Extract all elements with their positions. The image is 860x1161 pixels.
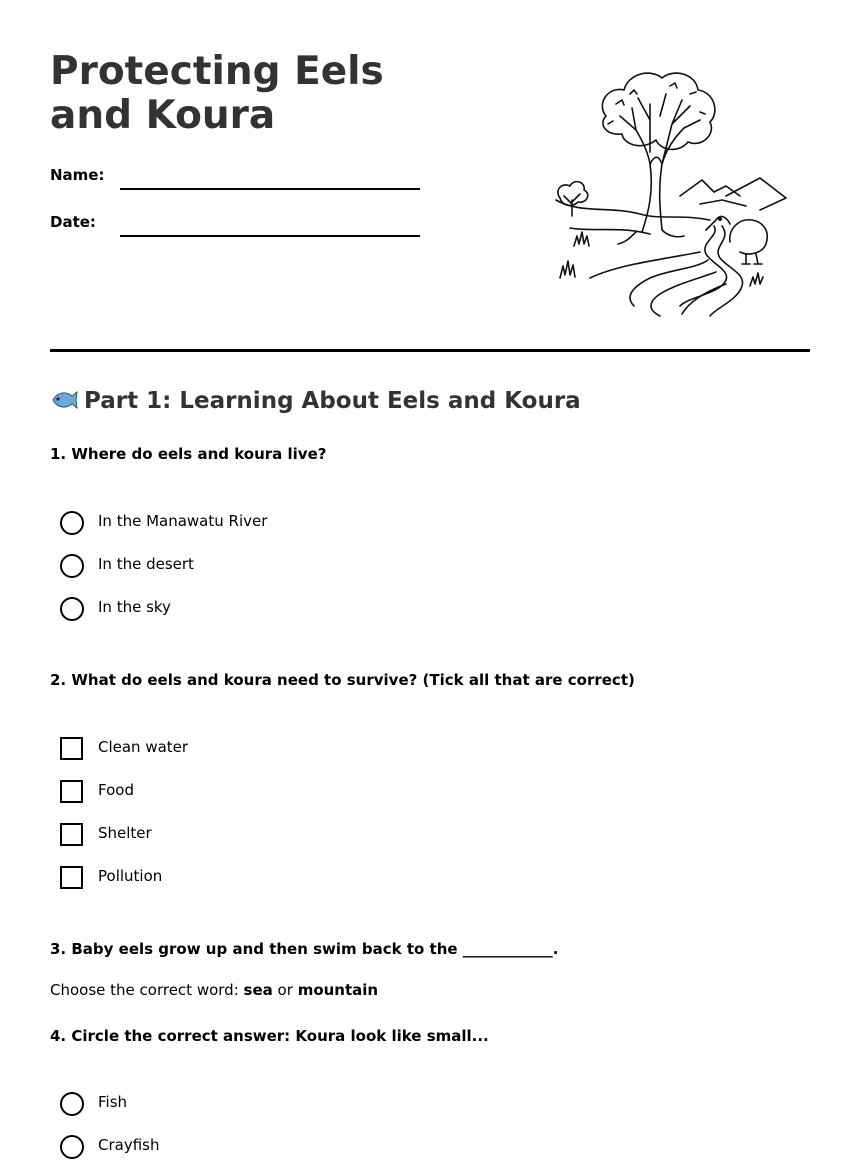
header-divider [50, 349, 810, 352]
date-line[interactable] [120, 235, 420, 237]
option-label: In the desert [98, 555, 194, 573]
q2-option-clean-water[interactable] [60, 736, 460, 762]
question-1: 1. Where do eels and koura live? [50, 445, 327, 463]
q4-option-crayfish[interactable] [60, 1134, 460, 1160]
radio-button[interactable] [60, 1092, 84, 1116]
q4-option-fish[interactable] [60, 1091, 460, 1117]
q2-option-food[interactable] [60, 779, 460, 805]
option-label: Crayfish [98, 1136, 160, 1154]
name-label: Name: [50, 166, 105, 184]
name-line[interactable] [120, 188, 420, 190]
option-label: Fish [98, 1093, 128, 1111]
date-field[interactable] [50, 213, 420, 243]
option-label: Food [98, 781, 134, 799]
page-title: Protecting Eels and Koura [50, 49, 384, 138]
q3-word-mountain[interactable]: mountain [297, 981, 379, 999]
option-label: Clean water [98, 738, 189, 756]
fish-icon [50, 389, 78, 411]
question-4: 4. Circle the correct answer: Koura look like small... [50, 1027, 489, 1045]
section-heading-part1 [50, 388, 581, 414]
option-label: Pollution [98, 867, 163, 885]
q2-option-shelter[interactable] [60, 822, 460, 848]
option-label: In the Manawatu River [98, 512, 268, 530]
checkbox[interactable] [60, 737, 83, 760]
date-label: Date: [50, 213, 96, 231]
checkbox[interactable] [60, 780, 83, 803]
q1-option-desert[interactable] [60, 553, 460, 579]
question-3: 3. Baby eels grow up and then swim back to the ____________. [50, 940, 559, 958]
radio-button[interactable] [60, 511, 84, 535]
worksheet-page [50, 0, 810, 1161]
radio-button[interactable] [60, 597, 84, 621]
q3-word-sea[interactable]: sea [243, 981, 273, 999]
q3-word-choice [50, 981, 378, 999]
checkbox[interactable] [60, 866, 83, 889]
name-field[interactable] [50, 166, 420, 196]
q1-option-manawatu-river[interactable] [60, 510, 460, 536]
river-landscape-illustration [550, 64, 790, 320]
option-label: In the sky [98, 598, 171, 616]
q3-or: or [277, 981, 293, 999]
q2-option-pollution[interactable] [60, 865, 460, 891]
q1-option-sky[interactable] [60, 596, 460, 622]
checkbox[interactable] [60, 823, 83, 846]
q3-prompt: Choose the correct word: [50, 981, 239, 999]
section-heading-text: Part 1: Learning About Eels and Koura [84, 388, 581, 414]
radio-button[interactable] [60, 554, 84, 578]
question-2: 2. What do eels and koura need to survive? (Tick all that are correct) [50, 671, 635, 689]
radio-button[interactable] [60, 1135, 84, 1159]
option-label: Shelter [98, 824, 152, 842]
